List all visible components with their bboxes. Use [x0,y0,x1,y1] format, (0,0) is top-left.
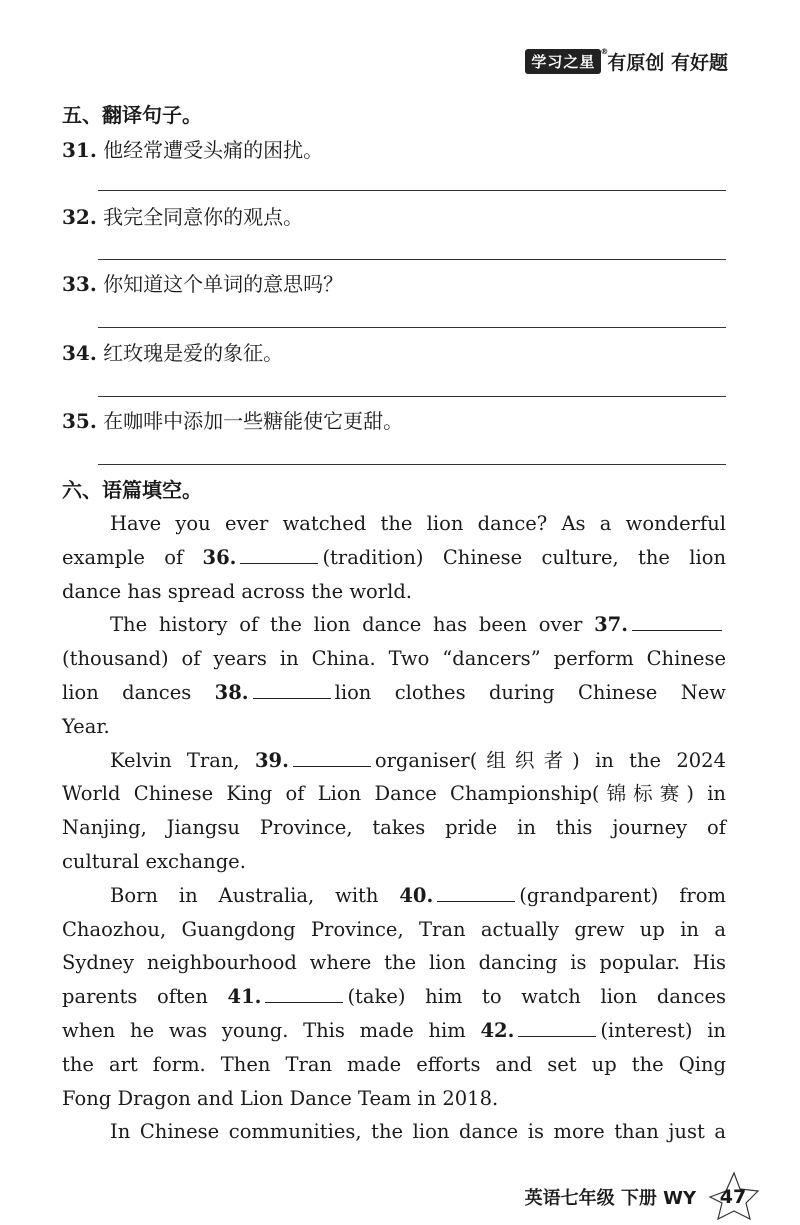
answer-line-35[interactable] [98,464,726,465]
footer [525,1177,760,1217]
question-35: 35. 在咖啡中添加一些糖能使它更甜。 [62,409,404,433]
question-34: 34. 红玫瑰是爱的象征。 [62,341,284,365]
passage-line: example of 36. (tradition) Chinese culture, the lion [62,545,726,569]
brand-logo: 学习之星 ® [525,49,601,74]
passage-line: Sydney neighbourhood where the lion dancing is popular. His [62,951,726,975]
passage-line: Fong Dragon and Lion Dance Team in 2018. [62,1086,499,1110]
page-number: 47 [719,1186,747,1208]
question-33: 33. 你知道这个单词的意思吗？ [62,272,344,296]
blank-36[interactable] [240,562,318,564]
passage-line: lion dances 38. lion clothes during Chinese New [62,680,726,704]
blank-number-39: 39. [254,748,289,772]
blank-number-36: 36. [202,545,237,569]
answer-line-31[interactable] [98,190,726,191]
passage-line: (thousand) of years in China. Two “dancers” perform Chinese [62,647,726,671]
passage-line: parents often 41. (take) him to watch lion dances [62,985,726,1009]
passage-line: Kelvin Tran, 39. organiser(组织者) in the 2024 [110,748,726,772]
blank-42[interactable] [518,1035,596,1037]
blank-number-40: 40. [399,883,434,907]
blank-38[interactable] [253,697,331,699]
blank-39[interactable] [293,765,371,767]
blank-40[interactable] [437,900,515,902]
passage-line: Born in Australia, with 40. (grandparent) from [110,883,726,907]
question-32: 32. 我完全同意你的观点。 [62,205,304,229]
answer-line-32[interactable] [98,259,726,260]
question-31: 31. 他经常遭受头痛的困扰。 [62,138,324,162]
brand-slogan: 有原创 有好题 [607,52,728,74]
passage-line: World Chinese King of Lion Dance Championship(锦标赛) in [62,782,726,806]
passage-line: The history of the lion dance has been over 37. [62,608,726,642]
passage-line: Nanjing, Jiangsu Province, takes pride in this journey of [62,816,726,840]
passage-line: In Chinese communities, the lion dance is more than just a [110,1120,726,1144]
passage-line: dance has spread across the world. [62,579,413,603]
answer-line-34[interactable] [98,396,726,397]
passage-line: Year. [62,714,110,738]
passage-line: Chaozhou, Guangdong Province, Tran actually grew up in a [62,917,726,941]
page-number-badge [706,1177,760,1217]
blank-number-42: 42. [480,1018,515,1042]
passage-line: the art form. Then Tran made efforts and set up the Qing [62,1052,726,1076]
header-brand [525,48,728,75]
blank-37[interactable] [632,629,722,631]
blank-41[interactable] [265,1001,343,1003]
blank-number-41: 41. [227,985,262,1009]
book-title: 英语七年级 下册 WY [524,1188,696,1209]
cloze-passage [62,507,726,1149]
answer-line-33[interactable] [98,327,726,328]
section-five-title: 五、翻译句子。 [62,103,202,127]
blank-number-38: 38. [214,680,249,704]
blank-number-37: 37. [594,613,628,637]
passage-line: Have you ever watched the lion dance? As a wonderful [110,512,726,535]
section-six-title: 六、语篇填空。 [62,478,202,502]
passage-line: when he was young. This made him 42. (interest) in [62,1018,726,1042]
passage-line: cultural exchange. [62,849,246,873]
